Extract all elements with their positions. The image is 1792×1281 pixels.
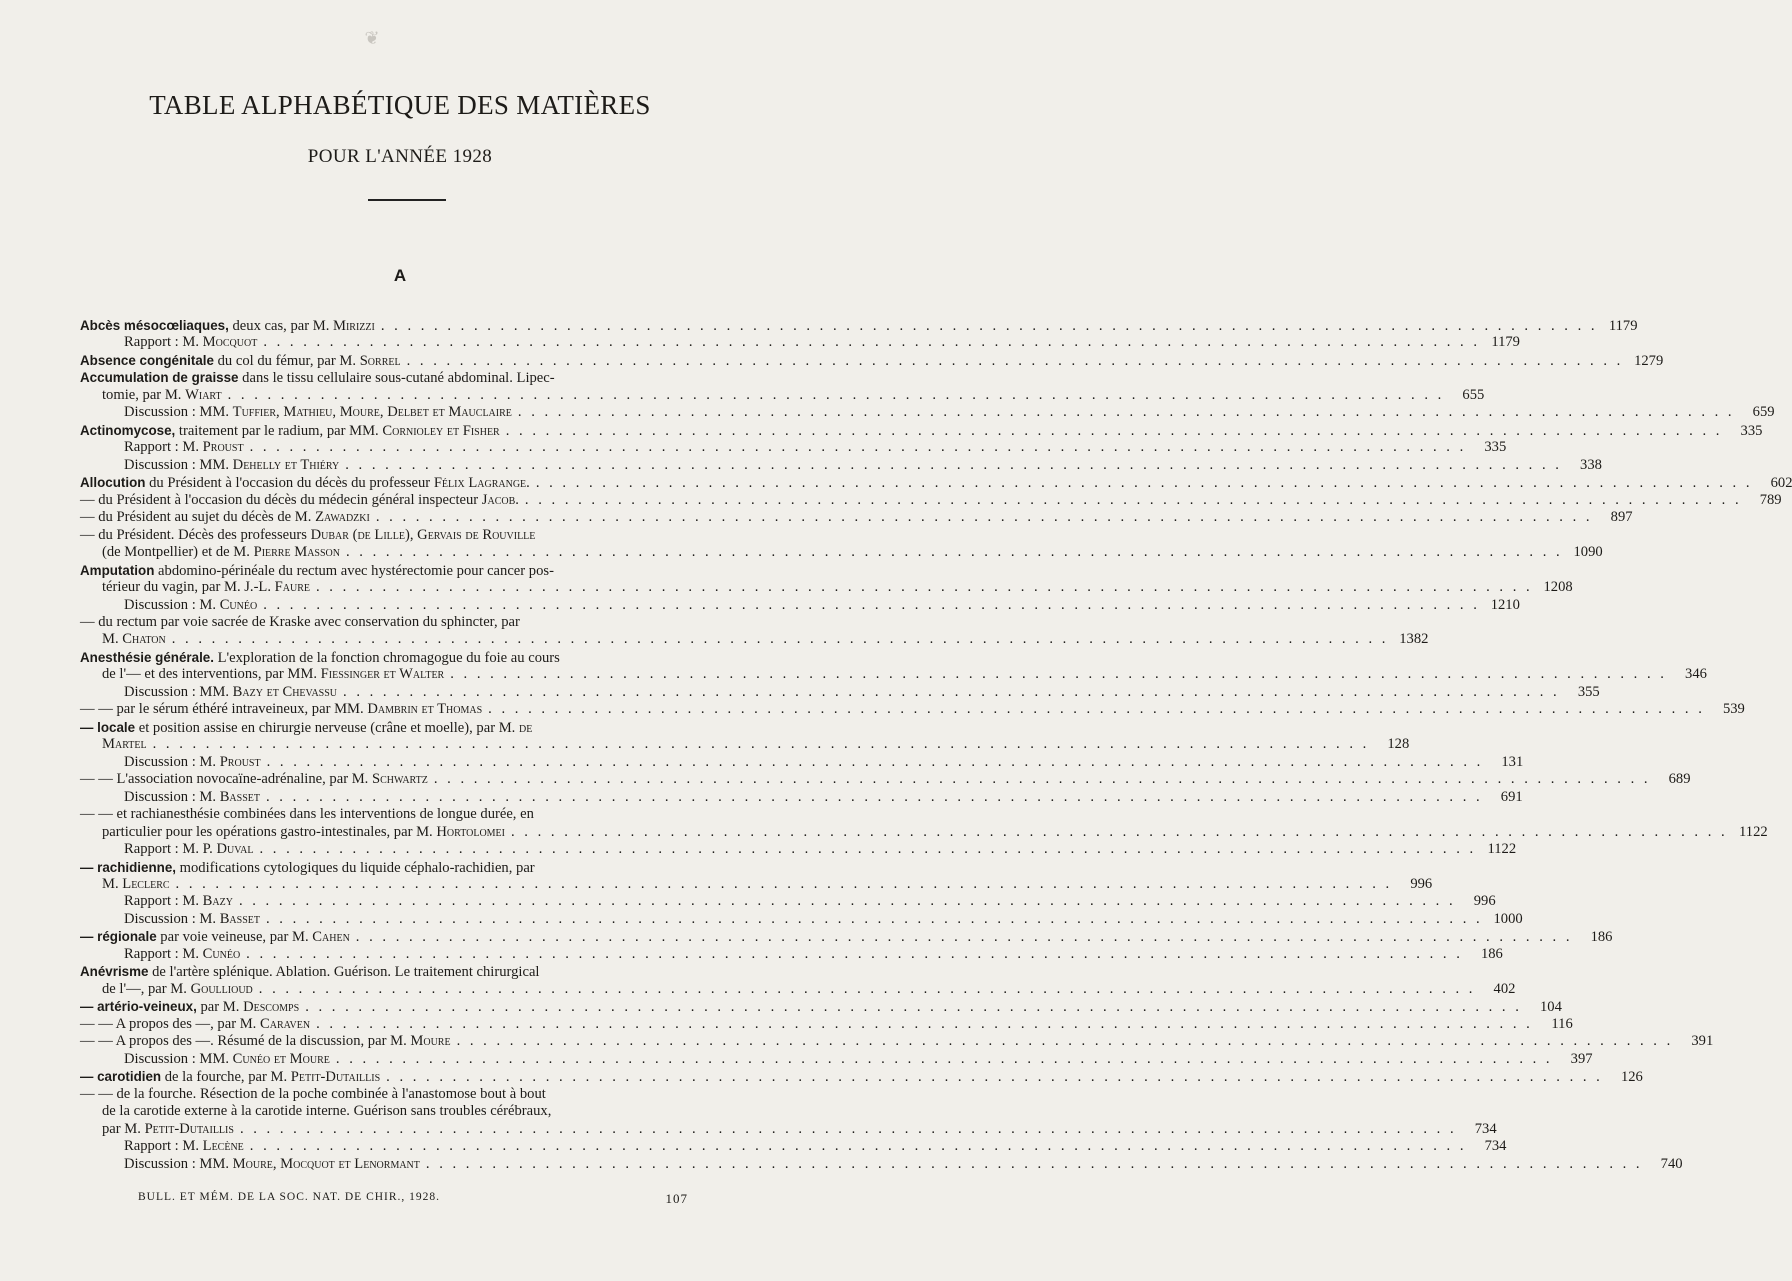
entry-author: Jacob xyxy=(481,491,516,508)
entry-text xyxy=(124,597,257,614)
entry-description: de la fourche, par M. xyxy=(161,1069,291,1086)
entry-keyword: — locale xyxy=(80,719,136,735)
entry-text xyxy=(102,387,222,404)
entry-page-number: 338 xyxy=(1580,456,1602,473)
entry-description: M. xyxy=(102,876,123,892)
index-entry xyxy=(80,701,1745,718)
entry-page-number: 897 xyxy=(1610,509,1633,526)
entry-description: Discussion : MM. xyxy=(124,456,233,473)
entry-description: — du rectum par voie sacrée de Kraske avec conservation du sphincter, par xyxy=(80,613,520,630)
entry-author: Félix Lagrange xyxy=(433,475,527,492)
entry-author: Sorrel xyxy=(359,352,401,369)
leader-dots xyxy=(259,841,1476,858)
entry-author: Cunéo xyxy=(219,596,258,613)
entry-page-number: 789 xyxy=(1759,491,1782,508)
entry-description: Rapport : M. xyxy=(124,945,203,962)
entry-page-number: 1210 xyxy=(1490,596,1520,613)
leader-dots xyxy=(426,1156,1643,1173)
entry-keyword: Absence congénitale xyxy=(80,352,214,368)
leader-dots xyxy=(488,701,1705,718)
entry-author: Cunéo xyxy=(202,945,241,962)
entry-text xyxy=(80,649,560,667)
entry-description: de l'artère splénique. Ablation. Guérison. Le traitement chirurgical xyxy=(148,964,540,981)
entry-page-number: 1122 xyxy=(1739,823,1768,840)
entry-author: de xyxy=(518,719,533,736)
entry-keyword: — artério-veineux, xyxy=(80,999,197,1015)
entry-author-tail: et Moure xyxy=(270,1050,330,1067)
index-entry xyxy=(80,562,752,579)
entry-text xyxy=(80,509,370,526)
index-entry xyxy=(80,1103,752,1120)
entry-page-number: 996 xyxy=(1473,893,1496,910)
entry-page-number: 691 xyxy=(1500,788,1523,805)
index-entry xyxy=(80,963,752,980)
entry-page-number: 1000 xyxy=(1493,910,1523,927)
entry-text xyxy=(80,1068,380,1086)
index-entry xyxy=(80,1086,752,1103)
index-entry xyxy=(80,509,1633,526)
entry-description: de l'—, par M. xyxy=(102,980,191,997)
entry-description: — du Président à l'occasion du décès du médecin général inspecteur xyxy=(80,491,482,508)
entry-text xyxy=(80,317,375,335)
entry-author-tail: et Chevassu xyxy=(262,683,338,700)
entry-author: Bazy xyxy=(202,893,233,910)
entry-author: Cornioley xyxy=(382,422,444,439)
leader-dots xyxy=(263,597,1480,614)
entry-author: Dambrin xyxy=(367,701,418,718)
page-subtitle: POUR L'ANNÉE 1928 xyxy=(307,146,493,167)
entry-description: de l'— et des interventions, par MM. xyxy=(102,666,321,683)
entry-description: deux cas, par M. xyxy=(228,318,333,334)
index-entry xyxy=(80,544,1603,561)
entry-text xyxy=(102,1103,551,1120)
leader-dots xyxy=(228,387,1445,404)
index-entry xyxy=(80,579,1573,596)
leader-dots xyxy=(336,1051,1553,1068)
entry-text xyxy=(80,527,535,544)
leader-dots xyxy=(176,876,1393,893)
entry-text xyxy=(80,1033,451,1050)
entry-author: Proust xyxy=(202,439,244,456)
entry-description: dans le tissu cellulaire sous-cutané abdominal. Lipec- xyxy=(238,370,555,387)
entry-page-number: 689 xyxy=(1668,771,1691,788)
entry-description: — — A propos des —. Résumé de la discussion, par M. xyxy=(80,1033,411,1050)
entry-page-number: 740 xyxy=(1660,1155,1683,1172)
entry-keyword: Accumulation de graisse xyxy=(80,370,239,386)
entry-description: traitement par le radium, par MM. xyxy=(175,422,383,439)
entry-author: Goullioud xyxy=(190,980,253,997)
entry-author-tail: et Lenormant xyxy=(334,1155,420,1172)
index-entry xyxy=(80,352,1664,369)
entry-text xyxy=(80,369,555,387)
entry-author-tail: et Walter xyxy=(379,666,445,683)
entry-text xyxy=(80,928,350,946)
entry-author: Caraven xyxy=(259,1015,311,1032)
index-entry xyxy=(80,666,1707,683)
leader-dots xyxy=(346,544,1563,561)
entry-description: Discussion : MM. xyxy=(124,683,233,700)
entry-page-number: 1122 xyxy=(1487,841,1517,858)
index-entry xyxy=(80,753,1524,771)
entry-text xyxy=(124,404,512,421)
entry-description: — — de la fourche. Résection de la poche combinée à l'anastomose bout à bout xyxy=(80,1085,546,1102)
entry-author: Duval xyxy=(216,841,254,858)
entry-text xyxy=(102,736,147,753)
entry-description: par M. xyxy=(102,1120,145,1137)
leader-dots xyxy=(266,911,1483,928)
entry-page-number: 402 xyxy=(1493,980,1516,997)
entry-description: Discussion : MM. xyxy=(124,1155,233,1172)
entry-page-number: 1208 xyxy=(1543,579,1573,596)
index-entry xyxy=(80,527,752,544)
entry-description: du Président à l'occasion du décès du professeur xyxy=(145,475,434,492)
entry-author: Mocquot xyxy=(202,334,258,351)
entry-page-number: 126 xyxy=(1620,1069,1643,1086)
index-entry xyxy=(80,823,1768,841)
index-entry xyxy=(80,998,1562,1016)
entry-text xyxy=(102,876,170,893)
entry-author: Zawadzki xyxy=(315,509,370,526)
page-title: TABLE ALPHABÉTIQUE DES MATIÈRES xyxy=(149,90,651,120)
entry-text xyxy=(80,562,554,580)
entry-page-number: 1179 xyxy=(1608,318,1638,334)
entry-description: par voie veineuse, par M. xyxy=(156,929,313,946)
entry-description: Rapport : M. P. xyxy=(124,841,217,858)
entry-description: — du Président. Décès des professeurs xyxy=(80,526,311,543)
index-entry xyxy=(80,334,1520,351)
entry-keyword: Anesthésie générale. xyxy=(80,649,214,665)
index-entry xyxy=(80,422,1763,439)
leader-dots xyxy=(450,666,1667,683)
index-entry xyxy=(80,1015,1573,1033)
entry-page-number: 734 xyxy=(1474,1120,1497,1137)
entry-page-number: 391 xyxy=(1691,1033,1714,1050)
entry-author: Tuffier, Mathieu, Moure, Delbet xyxy=(232,404,429,421)
entry-text xyxy=(80,719,532,737)
index-entry xyxy=(80,1050,1593,1068)
index-entries xyxy=(80,317,1792,1173)
leader-dots xyxy=(381,318,1598,335)
entry-text xyxy=(124,457,339,474)
entry-author: Bazy xyxy=(232,683,263,700)
entry-keyword: Actinomycose, xyxy=(80,422,176,438)
leader-dots xyxy=(376,509,1593,526)
leader-dots xyxy=(267,754,1484,771)
index-entry xyxy=(80,893,1496,910)
index-entry xyxy=(80,369,752,386)
index-entry xyxy=(80,1033,1714,1050)
entry-text xyxy=(124,754,261,771)
entry-page-number: 539 xyxy=(1722,701,1745,718)
leader-dots xyxy=(434,771,1651,788)
index-entry xyxy=(80,945,1503,963)
entry-description: térieur du vagin, par M. J.-L. xyxy=(102,579,275,596)
leader-dots xyxy=(240,1121,1457,1138)
footer-page-number: 107 xyxy=(665,1191,688,1206)
entry-description: Rapport : M. xyxy=(124,893,203,910)
entry-author: Faure xyxy=(274,579,310,596)
entry-author: Wiart xyxy=(185,386,222,403)
entry-keyword: — carotidien xyxy=(80,1069,162,1085)
entry-author: Chaton xyxy=(122,631,166,648)
entry-keyword: Anévrisme xyxy=(80,964,149,980)
entry-text xyxy=(80,963,539,981)
entry-text xyxy=(124,684,337,701)
entry-text xyxy=(124,893,233,910)
entry-text xyxy=(124,946,240,963)
entry-author-tail: . xyxy=(515,491,519,508)
entry-page-number: 116 xyxy=(1551,1015,1573,1032)
entry-description: par M. xyxy=(196,999,244,1016)
entry-text xyxy=(80,806,534,823)
entry-page-number: 186 xyxy=(1590,929,1613,946)
entry-author: Moure, Mocquot xyxy=(232,1155,335,1172)
entry-author-tail: . xyxy=(526,475,530,492)
entry-keyword: Amputation xyxy=(80,562,155,578)
index-entry xyxy=(80,928,1613,946)
entry-page-number: 1179 xyxy=(1491,334,1520,351)
entry-text xyxy=(80,859,535,877)
leader-dots xyxy=(246,946,1463,963)
entry-text xyxy=(80,998,299,1016)
entry-page-number: 128 xyxy=(1387,736,1410,753)
entry-text xyxy=(124,789,260,806)
entry-author: Lecène xyxy=(202,1138,244,1155)
entry-page-number: 655 xyxy=(1462,386,1485,403)
entry-author: Moure xyxy=(410,1033,451,1050)
entry-description: Discussion : M. xyxy=(124,788,220,805)
index-entry xyxy=(80,404,1775,421)
index-entry xyxy=(80,876,1433,893)
leader-dots xyxy=(316,1016,1533,1033)
entry-author: Basset xyxy=(219,910,260,927)
entry-page-number: 346 xyxy=(1685,666,1707,683)
entry-description: du col du fémur, par M. xyxy=(213,352,360,369)
leader-dots xyxy=(525,492,1742,509)
entry-author-tail: (de Lille), Gervais de Rouville xyxy=(348,526,536,543)
entry-text xyxy=(80,771,428,788)
leader-dots xyxy=(356,929,1573,946)
entry-page-number: 1090 xyxy=(1573,544,1603,561)
leader-dots xyxy=(536,475,1753,492)
leader-dots xyxy=(316,579,1533,596)
leader-dots xyxy=(259,981,1476,998)
entry-author: Dehelly xyxy=(232,456,282,473)
entry-text xyxy=(80,614,520,631)
entry-description: L'exploration de la fonction chromagogue du foie au cours xyxy=(213,649,560,666)
index-entry xyxy=(80,841,1517,858)
entry-description: Discussion : MM. xyxy=(124,1050,233,1067)
entry-description: — du Président au sujet du décès de M. xyxy=(80,509,316,526)
leader-dots xyxy=(172,631,1389,648)
index-entry xyxy=(80,631,1429,648)
entry-author: Dubar xyxy=(310,526,349,543)
entry-page-number: 355 xyxy=(1577,683,1600,700)
entry-author: Leclerc xyxy=(122,876,170,892)
entry-text xyxy=(124,911,260,928)
index-entry xyxy=(80,614,752,631)
section-letter: A xyxy=(393,266,407,285)
entry-author: Cahen xyxy=(312,929,350,946)
entry-author: Cunéo xyxy=(232,1050,271,1067)
entry-description: Discussion : M. xyxy=(124,910,220,927)
entry-text xyxy=(102,631,166,648)
entry-description: M. xyxy=(102,631,123,648)
entry-description: — — L'association novocaïne-adrénaline, par M. xyxy=(80,771,372,788)
entry-text xyxy=(102,666,444,683)
entry-author: Martel xyxy=(102,736,147,753)
entry-author: Hortolomei xyxy=(436,823,505,840)
entry-description: Rapport : M. xyxy=(124,334,203,351)
index-entry xyxy=(80,910,1523,928)
entry-page-number: 186 xyxy=(1480,945,1503,962)
entry-keyword: — rachidienne, xyxy=(80,859,176,875)
leader-dots xyxy=(250,439,1467,456)
entry-description: de la carotide externe à la carotide interne. Guérison sans troubles cérébraux, xyxy=(102,1103,552,1120)
leader-dots xyxy=(407,353,1624,370)
leader-dots xyxy=(263,334,1480,351)
index-entry xyxy=(80,596,1520,614)
leader-dots xyxy=(153,736,1370,753)
entry-description: modifications cytologiques du liquide céphalo-rachidien, par xyxy=(176,859,535,876)
entry-text xyxy=(80,422,500,440)
entry-description: Discussion : MM. xyxy=(124,404,233,421)
entry-page-number: 335 xyxy=(1484,439,1507,456)
index-entry xyxy=(80,439,1507,456)
entry-page-number: 996 xyxy=(1410,876,1433,892)
index-entry xyxy=(80,474,1792,492)
entry-description: — — A propos des —, par M. xyxy=(80,1015,260,1032)
entry-keyword: Allocution xyxy=(80,475,146,491)
entry-author: Mirizzi xyxy=(333,318,375,334)
index-entry xyxy=(80,386,1485,404)
entry-author: Schwartz xyxy=(371,771,428,788)
entry-text xyxy=(102,1121,234,1138)
entry-text xyxy=(102,544,340,561)
leader-dots xyxy=(457,1033,1674,1050)
leader-dots xyxy=(506,423,1723,440)
leader-dots xyxy=(239,893,1456,910)
entry-author: Petit-Dutaillis xyxy=(144,1120,234,1137)
entry-page-number: 734 xyxy=(1484,1138,1507,1155)
index-entry xyxy=(80,456,1602,474)
entry-text xyxy=(124,1138,244,1155)
leader-dots xyxy=(343,684,1560,701)
entry-description: Rapport : M. xyxy=(124,439,203,456)
entry-page-number: 659 xyxy=(1752,404,1775,421)
entry-text xyxy=(80,474,530,492)
index-entry xyxy=(80,719,752,736)
index-entry xyxy=(80,980,1516,998)
entry-page-number: 335 xyxy=(1740,422,1763,439)
leader-dots xyxy=(250,1138,1467,1155)
entry-page-number: 1279 xyxy=(1634,352,1664,369)
index-entry xyxy=(80,317,1638,334)
entry-text xyxy=(80,352,401,370)
index-entry xyxy=(80,771,1691,788)
entry-author: Proust xyxy=(219,753,261,770)
entry-author: Basset xyxy=(219,788,260,805)
entry-description: — — et rachianesthésie combinées dans les interventions de longue durée, en xyxy=(80,806,534,823)
entry-page-number: 1382 xyxy=(1399,631,1429,648)
entry-text xyxy=(102,824,505,841)
index-entry xyxy=(80,1138,1507,1155)
entry-description: — — par le sérum éthéré intraveineux, par MM. xyxy=(80,701,368,718)
entry-author-tail: et Thomas xyxy=(417,701,483,718)
entry-text xyxy=(124,1051,330,1068)
leader-dots xyxy=(518,404,1735,421)
entry-text xyxy=(80,1016,310,1033)
leader-dots xyxy=(511,824,1728,841)
index-entry xyxy=(80,649,752,666)
entry-author-tail: et Fisher xyxy=(443,422,500,439)
title-rule xyxy=(368,199,446,201)
entry-author: Descomps xyxy=(243,999,300,1016)
entry-page-number: 397 xyxy=(1570,1050,1593,1067)
entry-keyword: — régionale xyxy=(80,929,157,945)
entry-description: tomie, par M. xyxy=(102,386,186,403)
entry-author-tail: et Mauclaire xyxy=(428,404,512,421)
entry-author: Pierre Masson xyxy=(253,544,340,561)
index-entry xyxy=(80,683,1600,701)
index-entry xyxy=(80,1120,1497,1138)
entry-text xyxy=(80,492,519,509)
leader-dots xyxy=(386,1069,1603,1086)
entry-text xyxy=(124,334,257,351)
entry-page-number: 131 xyxy=(1501,753,1524,770)
entry-author: Fiessinger xyxy=(320,666,380,683)
entry-text xyxy=(124,439,244,456)
entry-text xyxy=(102,981,253,998)
leader-dots xyxy=(305,999,1522,1016)
index-entry xyxy=(80,1155,1683,1173)
entry-description: (de Montpellier) et de M. xyxy=(102,544,254,561)
index-entry xyxy=(80,859,752,876)
entry-text xyxy=(124,1156,420,1173)
entry-description: Discussion : M. xyxy=(124,596,220,613)
entry-description: abdomino-périnéale du rectum avec hystérectomie pour cancer pos- xyxy=(154,562,554,579)
entry-description: particulier pour les opérations gastro-intestinales, par M. xyxy=(102,823,437,840)
entry-text xyxy=(80,1086,546,1103)
entry-keyword: Abcès mésocœliaques, xyxy=(80,318,229,333)
index-entry xyxy=(80,491,1782,509)
entry-description: Rapport : M. xyxy=(124,1138,203,1155)
entry-author-tail: et Thiéry xyxy=(281,456,340,473)
entry-description: Discussion : M. xyxy=(124,753,220,770)
entry-author: Petit-Dutaillis xyxy=(290,1069,381,1086)
leader-dots xyxy=(266,789,1483,806)
ornament-icon: ❦ xyxy=(364,28,380,48)
index-entry xyxy=(80,736,1410,753)
index-entry xyxy=(80,806,752,823)
index-entry xyxy=(80,788,1523,806)
entry-text xyxy=(80,701,482,718)
entry-description: et position assise en chirurgie nerveuse (crâne et moelle), par M. xyxy=(135,719,519,736)
entry-text xyxy=(124,841,253,858)
entry-text xyxy=(102,579,310,596)
footer-journal: BULL. ET MÉM. DE LA SOC. NAT. DE CHIR., 1928. xyxy=(138,1191,441,1203)
index-entry xyxy=(80,1068,1643,1086)
leader-dots xyxy=(345,457,1562,474)
entry-page-number: 602 xyxy=(1770,475,1792,492)
entry-page-number: 104 xyxy=(1539,999,1562,1016)
